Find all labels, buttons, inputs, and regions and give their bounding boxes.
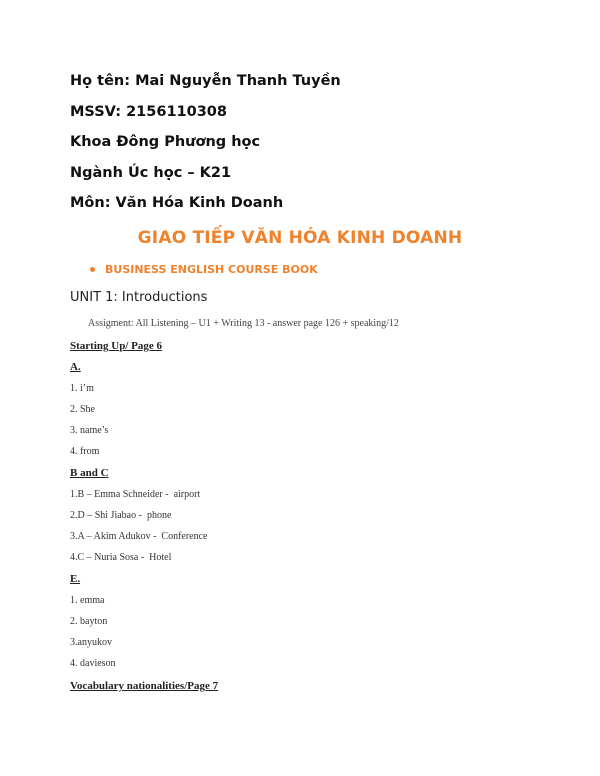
document-title: GIAO TIẾP VĂN HÓA KINH DOANH bbox=[137, 228, 463, 248]
section-bc-label: B and C bbox=[70, 467, 109, 479]
list-item: 3.A – Akim Adukov - Conference bbox=[70, 531, 208, 542]
list-item: 2. She bbox=[70, 404, 95, 415]
list-item: 3.anyukov bbox=[70, 637, 112, 648]
bullet-label: BUSINESS ENGLISH COURSE BOOK bbox=[105, 263, 318, 276]
list-item: 1.B – Emma Schneider - airport bbox=[70, 489, 201, 500]
list-item: 3. name’s bbox=[70, 425, 109, 436]
major: Ngành Úc học – K21 bbox=[70, 165, 232, 181]
list-item: 4.C – Nuria Sosa - Hotel bbox=[70, 552, 172, 563]
unit-heading: UNIT 1: Introductions bbox=[70, 290, 208, 305]
section-e-label: E. bbox=[70, 573, 81, 585]
bullet-item bbox=[90, 263, 318, 276]
list-item: 1. i’m bbox=[70, 383, 94, 394]
bullet-dot-icon bbox=[90, 267, 95, 272]
list-item: 1. emma bbox=[70, 595, 105, 606]
student-name: Họ tên: Mai Nguyễn Thanh Tuyền bbox=[70, 73, 341, 89]
subject: Môn: Văn Hóa Kinh Doanh bbox=[70, 195, 284, 211]
section-starting-up: Starting Up/ Page 6 bbox=[70, 340, 162, 352]
list-item: 4. from bbox=[70, 446, 100, 457]
list-item: 2.D – Shi Jiabao - phone bbox=[70, 510, 172, 521]
section-vocabulary: Vocabulary nationalities/Page 7 bbox=[70, 680, 219, 692]
section-a-label: A. bbox=[70, 361, 81, 373]
list-item: 2. bayton bbox=[70, 616, 108, 627]
faculty: Khoa Đông Phương học bbox=[70, 134, 261, 150]
list-item: 4. davieson bbox=[70, 658, 116, 669]
student-id: MSSV: 2156110308 bbox=[70, 104, 227, 120]
assignment-note: Assigment: All Listening – U1 + Writing 13 - answer page 126 + speaking/12 bbox=[88, 318, 399, 329]
